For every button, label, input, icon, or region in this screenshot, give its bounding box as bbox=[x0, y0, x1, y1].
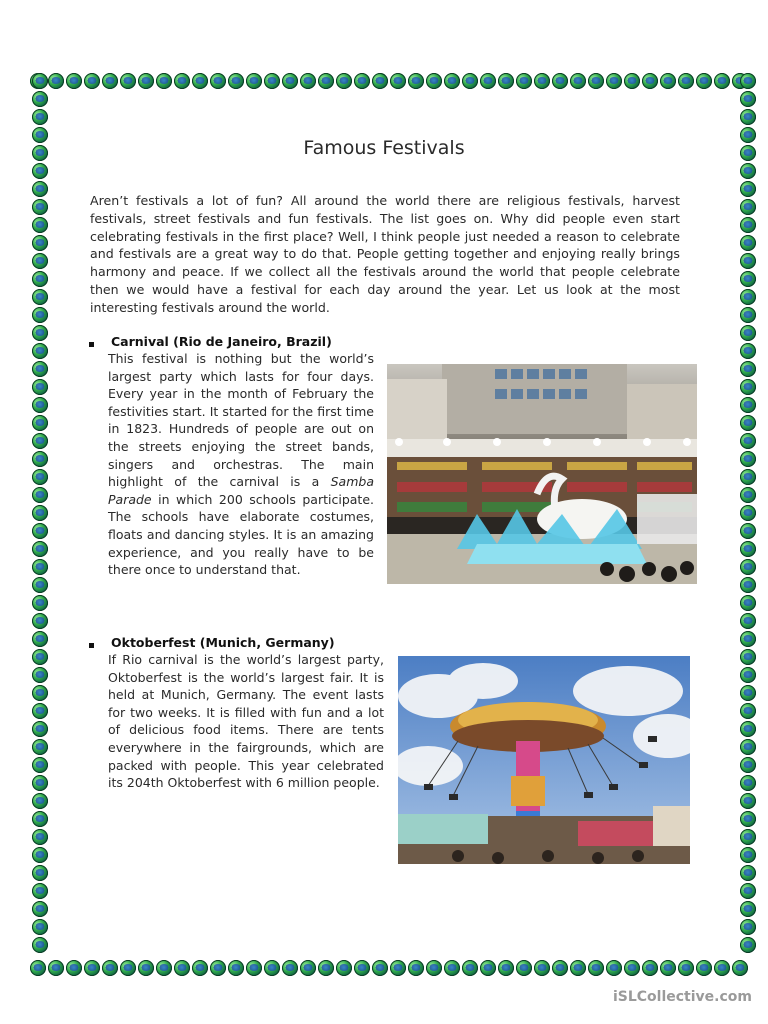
globe-bead-icon bbox=[516, 960, 532, 976]
globe-bead-icon bbox=[32, 595, 48, 611]
globe-bead-icon bbox=[740, 559, 756, 575]
globe-bead-icon bbox=[84, 960, 100, 976]
globe-bead-icon bbox=[740, 937, 756, 953]
globe-bead-icon bbox=[660, 73, 676, 89]
globe-bead-icon bbox=[642, 73, 658, 89]
globe-bead-icon bbox=[740, 631, 756, 647]
globe-bead-icon bbox=[32, 109, 48, 125]
globe-bead-icon bbox=[174, 960, 190, 976]
globe-bead-icon bbox=[740, 73, 756, 89]
globe-bead-icon bbox=[246, 73, 262, 89]
globe-bead-icon bbox=[740, 325, 756, 341]
globe-bead-icon bbox=[740, 487, 756, 503]
globe-bead-icon bbox=[48, 960, 64, 976]
globe-bead-icon bbox=[740, 109, 756, 125]
globe-bead-icon bbox=[32, 307, 48, 323]
globe-bead-icon bbox=[740, 847, 756, 863]
globe-bead-icon bbox=[32, 847, 48, 863]
globe-bead-icon bbox=[740, 595, 756, 611]
globe-bead-icon bbox=[32, 451, 48, 467]
globe-bead-icon bbox=[32, 523, 48, 539]
heading-oktoberfest: Oktoberfest (Munich, Germany) bbox=[111, 635, 335, 650]
globe-bead-icon bbox=[32, 631, 48, 647]
globe-bead-icon bbox=[32, 505, 48, 521]
bullet-carnival bbox=[89, 342, 94, 347]
carnival-text-italic: Samba Parade bbox=[108, 474, 374, 507]
globe-bead-icon bbox=[740, 829, 756, 845]
globe-bead-icon bbox=[32, 559, 48, 575]
globe-bead-icon bbox=[32, 163, 48, 179]
globe-bead-icon bbox=[32, 811, 48, 827]
globe-bead-icon bbox=[516, 73, 532, 89]
globe-bead-icon bbox=[32, 199, 48, 215]
globe-bead-icon bbox=[32, 865, 48, 881]
globe-bead-icon bbox=[740, 307, 756, 323]
globe-bead-icon bbox=[740, 397, 756, 413]
globe-bead-icon bbox=[642, 960, 658, 976]
globe-bead-icon bbox=[32, 901, 48, 917]
globe-bead-icon bbox=[300, 960, 316, 976]
globe-bead-icon bbox=[32, 217, 48, 233]
globe-bead-icon bbox=[102, 73, 118, 89]
globe-bead-icon bbox=[192, 73, 208, 89]
globe-bead-icon bbox=[32, 397, 48, 413]
globe-bead-icon bbox=[102, 960, 118, 976]
globe-bead-icon bbox=[32, 649, 48, 665]
globe-bead-icon bbox=[714, 960, 730, 976]
bullet-oktoberfest bbox=[89, 643, 94, 648]
globe-bead-icon bbox=[624, 960, 640, 976]
globe-bead-icon bbox=[138, 960, 154, 976]
globe-bead-icon bbox=[740, 289, 756, 305]
globe-bead-icon bbox=[740, 91, 756, 107]
globe-bead-icon bbox=[354, 73, 370, 89]
globe-bead-icon bbox=[32, 253, 48, 269]
globe-bead-icon bbox=[480, 73, 496, 89]
globe-bead-icon bbox=[156, 73, 172, 89]
globe-bead-icon bbox=[32, 667, 48, 683]
globe-bead-icon bbox=[282, 73, 298, 89]
globe-bead-icon bbox=[740, 757, 756, 773]
globe-bead-icon bbox=[32, 685, 48, 701]
globe-bead-icon bbox=[390, 960, 406, 976]
globe-bead-icon bbox=[740, 505, 756, 521]
globe-bead-icon bbox=[32, 577, 48, 593]
globe-bead-icon bbox=[426, 73, 442, 89]
globe-bead-icon bbox=[210, 960, 226, 976]
globe-bead-icon bbox=[462, 73, 478, 89]
globe-bead-icon bbox=[264, 73, 280, 89]
globe-bead-icon bbox=[32, 343, 48, 359]
globe-bead-icon bbox=[740, 667, 756, 683]
globe-bead-icon bbox=[228, 73, 244, 89]
globe-bead-icon bbox=[66, 960, 82, 976]
globe-bead-icon bbox=[740, 811, 756, 827]
globe-bead-icon bbox=[372, 73, 388, 89]
border-top bbox=[30, 73, 748, 89]
globe-bead-icon bbox=[740, 361, 756, 377]
globe-bead-icon bbox=[32, 487, 48, 503]
globe-bead-icon bbox=[740, 901, 756, 917]
globe-bead-icon bbox=[30, 960, 46, 976]
globe-bead-icon bbox=[336, 73, 352, 89]
globe-bead-icon bbox=[740, 451, 756, 467]
globe-bead-icon bbox=[740, 775, 756, 791]
globe-bead-icon bbox=[32, 289, 48, 305]
globe-bead-icon bbox=[32, 541, 48, 557]
globe-bead-icon bbox=[570, 73, 586, 89]
globe-bead-icon bbox=[246, 960, 262, 976]
globe-bead-icon bbox=[678, 960, 694, 976]
globe-bead-icon bbox=[32, 703, 48, 719]
globe-bead-icon bbox=[408, 960, 424, 976]
globe-bead-icon bbox=[32, 793, 48, 809]
globe-bead-icon bbox=[624, 73, 640, 89]
globe-bead-icon bbox=[740, 217, 756, 233]
oktoberfest-paragraph: If Rio carnival is the world’s largest party, Oktoberfest is the world’s largest fair. It is held at Munich, Germany. The event lasts for two weeks. It is filled with fun and a lot of delicious food items. There are tents everywhere in the fairgrounds, which are packed with people. This year celebrated its 204th Oktoberfest with 6 million people. bbox=[108, 652, 384, 791]
globe-bead-icon bbox=[48, 73, 64, 89]
globe-bead-icon bbox=[444, 73, 460, 89]
globe-bead-icon bbox=[156, 960, 172, 976]
globe-bead-icon bbox=[740, 379, 756, 395]
globe-bead-icon bbox=[426, 960, 442, 976]
globe-bead-icon bbox=[740, 793, 756, 809]
globe-bead-icon bbox=[282, 960, 298, 976]
globe-bead-icon bbox=[740, 253, 756, 269]
globe-bead-icon bbox=[32, 271, 48, 287]
globe-bead-icon bbox=[84, 73, 100, 89]
globe-bead-icon bbox=[740, 163, 756, 179]
globe-bead-icon bbox=[120, 73, 136, 89]
globe-bead-icon bbox=[740, 685, 756, 701]
globe-bead-icon bbox=[696, 960, 712, 976]
globe-bead-icon bbox=[120, 960, 136, 976]
globe-bead-icon bbox=[740, 721, 756, 737]
globe-bead-icon bbox=[138, 73, 154, 89]
globe-bead-icon bbox=[588, 960, 604, 976]
globe-bead-icon bbox=[372, 960, 388, 976]
globe-bead-icon bbox=[740, 577, 756, 593]
globe-bead-icon bbox=[66, 73, 82, 89]
globe-bead-icon bbox=[32, 757, 48, 773]
page-title: Famous Festivals bbox=[303, 137, 465, 159]
globe-bead-icon bbox=[740, 649, 756, 665]
globe-bead-icon bbox=[264, 960, 280, 976]
globe-bead-icon bbox=[498, 960, 514, 976]
globe-bead-icon bbox=[32, 73, 48, 89]
watermark: iSLCollective.com bbox=[612, 989, 752, 1005]
globe-bead-icon bbox=[732, 960, 748, 976]
globe-bead-icon bbox=[444, 960, 460, 976]
globe-bead-icon bbox=[740, 469, 756, 485]
globe-bead-icon bbox=[32, 325, 48, 341]
globe-bead-icon bbox=[740, 181, 756, 197]
swing-carousel-image bbox=[398, 656, 690, 864]
globe-bead-icon bbox=[660, 960, 676, 976]
border-left bbox=[32, 73, 48, 953]
globe-bead-icon bbox=[32, 415, 48, 431]
globe-bead-icon bbox=[740, 343, 756, 359]
globe-bead-icon bbox=[32, 883, 48, 899]
oktoberfest-photo bbox=[398, 656, 690, 864]
globe-bead-icon bbox=[534, 960, 550, 976]
globe-bead-icon bbox=[740, 523, 756, 539]
globe-bead-icon bbox=[32, 469, 48, 485]
globe-bead-icon bbox=[300, 73, 316, 89]
carnival-text-1: This festival is nothing but the world’s largest party which lasts for four days. Every year in the month of February the festivities start. It started for the first time in 1823. Hundreds of people are out on the streets enjoying the street bands, singers and orchestras. The main highlight of the carnival is a bbox=[108, 351, 374, 490]
carnival-photo bbox=[387, 364, 697, 584]
globe-bead-icon bbox=[32, 433, 48, 449]
globe-bead-icon bbox=[354, 960, 370, 976]
globe-bead-icon bbox=[552, 73, 568, 89]
globe-bead-icon bbox=[318, 960, 334, 976]
globe-bead-icon bbox=[740, 865, 756, 881]
globe-bead-icon bbox=[32, 235, 48, 251]
globe-bead-icon bbox=[740, 703, 756, 719]
globe-bead-icon bbox=[408, 73, 424, 89]
globe-bead-icon bbox=[210, 73, 226, 89]
border-right bbox=[740, 73, 756, 953]
globe-bead-icon bbox=[318, 73, 334, 89]
globe-bead-icon bbox=[740, 235, 756, 251]
globe-bead-icon bbox=[32, 613, 48, 629]
globe-bead-icon bbox=[192, 960, 208, 976]
globe-bead-icon bbox=[740, 919, 756, 935]
globe-bead-icon bbox=[336, 960, 352, 976]
globe-bead-icon bbox=[606, 73, 622, 89]
globe-bead-icon bbox=[740, 433, 756, 449]
carnival-paragraph bbox=[108, 350, 374, 579]
border-bottom bbox=[30, 960, 748, 976]
globe-bead-icon bbox=[552, 960, 568, 976]
carnival-text-2: in which 200 schools participate. The schools have elaborate costumes, floats and dancing styles. It is an amazing experience, and you really have to be there once to understand that. bbox=[108, 491, 374, 578]
globe-bead-icon bbox=[32, 919, 48, 935]
globe-bead-icon bbox=[606, 960, 622, 976]
globe-bead-icon bbox=[32, 829, 48, 845]
globe-bead-icon bbox=[480, 960, 496, 976]
globe-bead-icon bbox=[588, 73, 604, 89]
globe-bead-icon bbox=[740, 739, 756, 755]
globe-bead-icon bbox=[32, 181, 48, 197]
globe-bead-icon bbox=[740, 613, 756, 629]
globe-bead-icon bbox=[174, 73, 190, 89]
globe-bead-icon bbox=[32, 739, 48, 755]
globe-bead-icon bbox=[32, 721, 48, 737]
globe-bead-icon bbox=[228, 960, 244, 976]
globe-bead-icon bbox=[714, 73, 730, 89]
globe-bead-icon bbox=[740, 883, 756, 899]
carnival-parade-image bbox=[387, 364, 697, 584]
globe-bead-icon bbox=[570, 960, 586, 976]
globe-bead-icon bbox=[32, 937, 48, 953]
globe-bead-icon bbox=[462, 960, 478, 976]
globe-bead-icon bbox=[740, 541, 756, 557]
globe-bead-icon bbox=[32, 91, 48, 107]
globe-bead-icon bbox=[740, 415, 756, 431]
heading-carnival: Carnival (Rio de Janeiro, Brazil) bbox=[111, 334, 332, 349]
globe-bead-icon bbox=[32, 361, 48, 377]
globe-bead-icon bbox=[32, 379, 48, 395]
globe-bead-icon bbox=[740, 271, 756, 287]
intro-paragraph: Aren’t festivals a lot of fun? All around the world there are religious festivals, harvest festivals, street festivals and fun festivals. The list goes on. Why did people even start celebrating festivals in the first place? Well, I think people just needed a reason to celebrate and festivals are a great way to do that. People getting together and enjoying really brings harmony and peace. If we collect all the festivals around the world that people celebrate then we would have a festival for each day around the year. Let us look at the most interesting festivals around the world. bbox=[90, 193, 680, 315]
globe-bead-icon bbox=[696, 73, 712, 89]
globe-bead-icon bbox=[32, 775, 48, 791]
globe-bead-icon bbox=[534, 73, 550, 89]
globe-bead-icon bbox=[678, 73, 694, 89]
globe-bead-icon bbox=[740, 199, 756, 215]
globe-bead-icon bbox=[498, 73, 514, 89]
globe-bead-icon bbox=[390, 73, 406, 89]
